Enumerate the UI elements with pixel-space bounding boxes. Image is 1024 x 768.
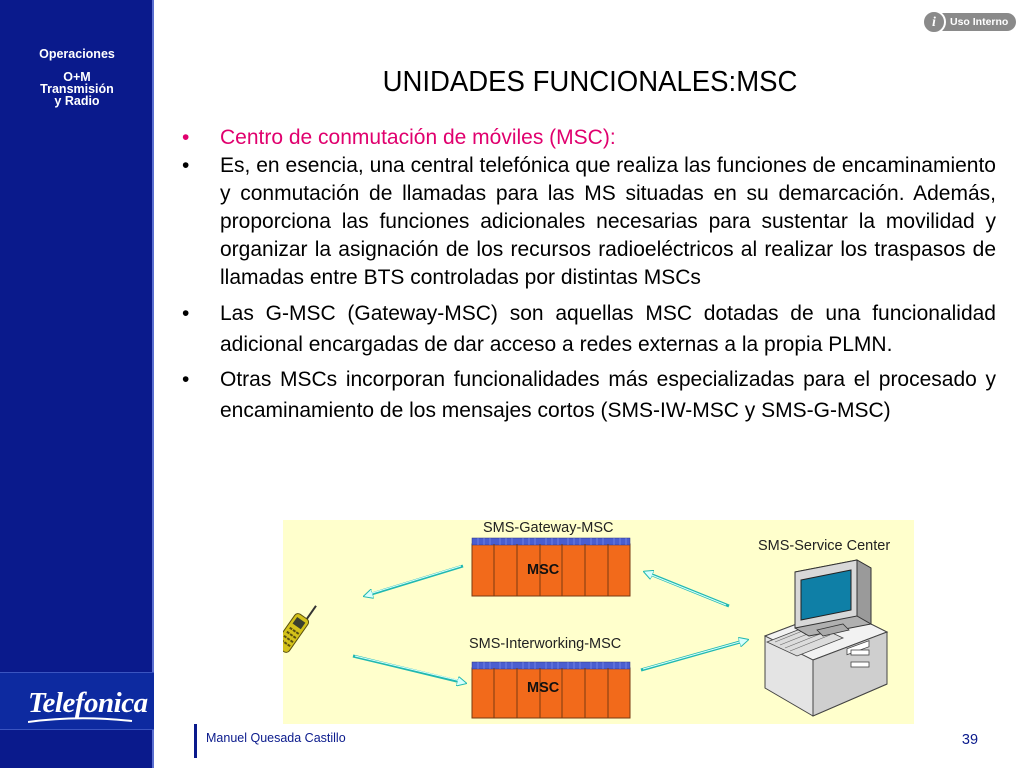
info-icon: i	[922, 10, 946, 34]
page-number: 39	[961, 732, 979, 748]
bullet-dot: •	[182, 368, 190, 391]
gateway-msc-label: SMS-Gateway-MSC	[483, 520, 614, 536]
footer-divider	[194, 724, 197, 758]
sidebar	[0, 0, 154, 768]
gateway-msc-box-label: MSC	[527, 562, 560, 578]
service-center-label: SMS-Service Center	[758, 538, 891, 554]
bullet-dot: •	[182, 302, 190, 325]
bullet-text: Centro de conmutación de móviles (MSC):	[220, 126, 616, 149]
bullet-item	[178, 298, 996, 360]
logo-swoosh-icon	[28, 717, 134, 725]
department-line-3: Transmisión	[40, 82, 114, 96]
bullet-dot: •	[182, 154, 190, 177]
bullet-item	[178, 124, 996, 152]
sms-network-diagram	[283, 520, 914, 724]
telefonica-logo	[0, 672, 154, 730]
interworking-msc-label: SMS-Interworking-MSC	[469, 636, 622, 652]
bullet-item	[178, 364, 996, 426]
classification-badge	[922, 8, 1018, 34]
department-line-2: O+M	[63, 70, 91, 84]
bullet-dot: •	[182, 126, 190, 149]
department-line-4: y Radio	[54, 94, 100, 108]
bullet-item	[178, 152, 996, 292]
bullet-text: Las G-MSC (Gateway-MSC) son aquellas MSC dotadas de una funcionalidad adicional encargadas de dar acceso a redes externas a la propia PLMN.	[220, 302, 996, 356]
badge-label: Uso Interno	[950, 16, 1009, 28]
interworking-msc-box-label: MSC	[527, 680, 560, 696]
bullet-text: Es, en esencia, una central telefónica que realiza las funciones de encaminamiento y conmutación de llamadas para las MS situadas en su demarcación. Además, proporciona las funciones adicionales necesarias para sustentar la movilidad y organizar la asignación de los recursos radioeléctricos al realizar los traspasos de llamadas entre BTS controladas por distintas MSCs	[220, 154, 996, 289]
arrow-gateway-to-mobile	[365, 566, 463, 596]
mobile-phone-icon	[283, 599, 319, 654]
footer-author: Manuel Quesada Castillo	[206, 731, 346, 745]
brand-name: Telefonica	[28, 687, 148, 719]
bullet-text: Otras MSCs incorporan funcionalidades más especializadas para el procesado y encaminamiento de los mensajes cortos (SMS-IW-MSC y SMS-G-MSC)	[220, 368, 996, 422]
arrow-mobile-to-interworking	[353, 656, 465, 683]
department-line-1: Operaciones	[39, 47, 115, 61]
computer-icon	[765, 560, 887, 716]
bullet-list	[178, 124, 996, 426]
slide-title: UNIDADES FUNCIONALES:MSC	[382, 66, 798, 98]
